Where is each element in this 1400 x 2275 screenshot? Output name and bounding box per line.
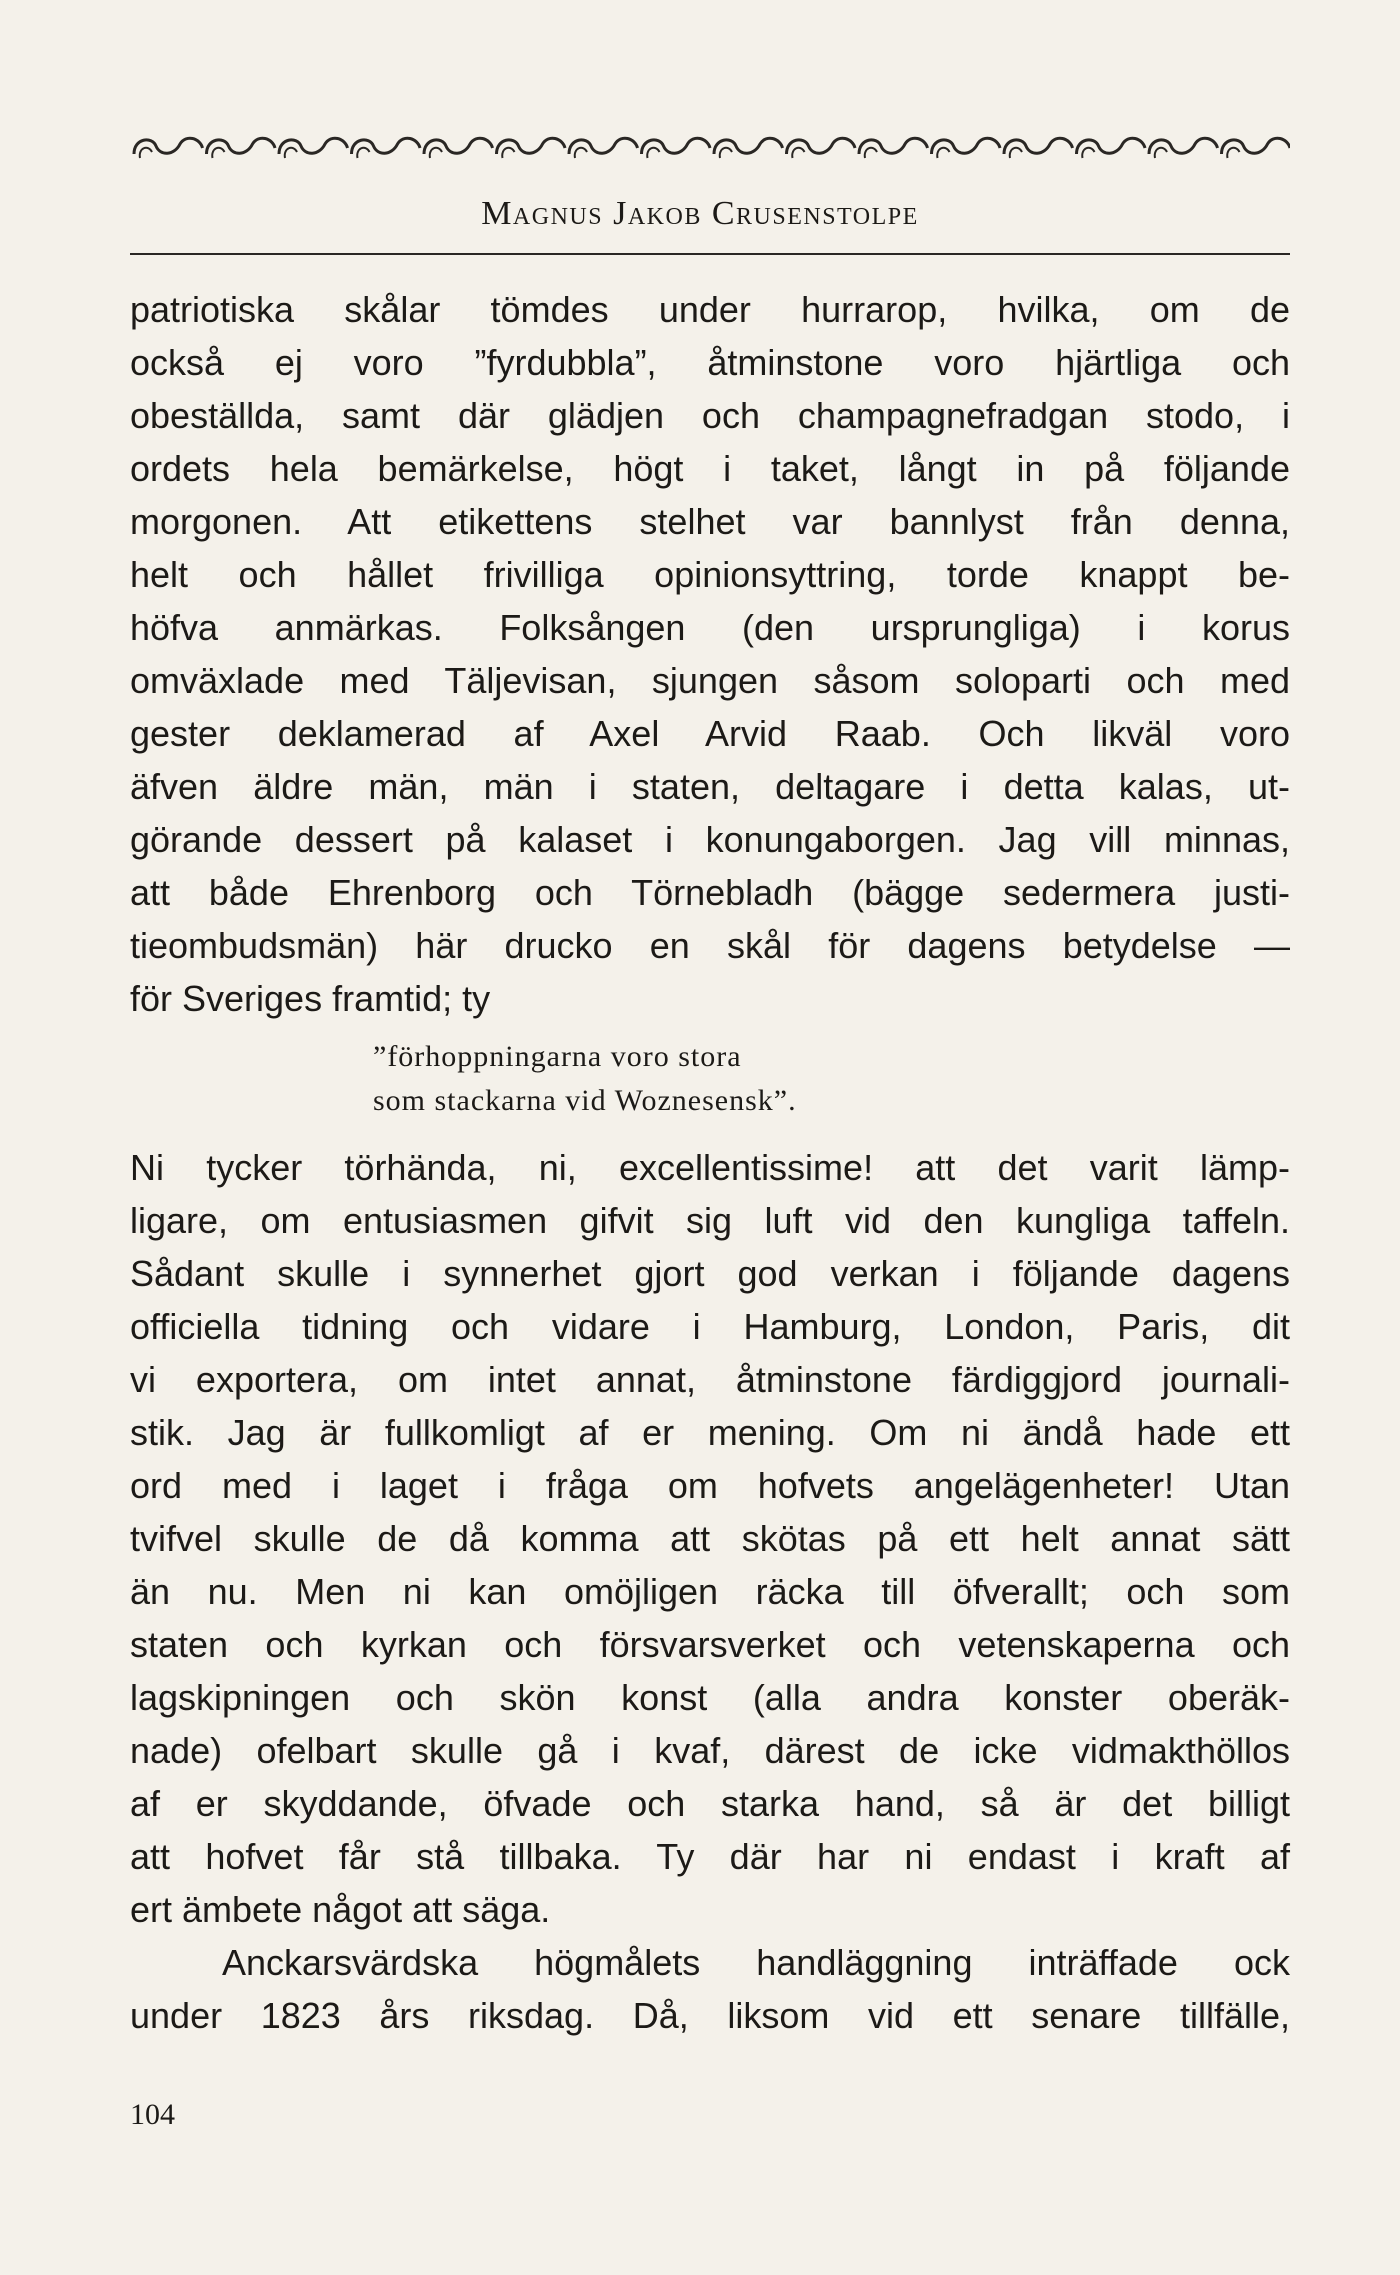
text-line: staten och kyrkan och försvarsverket och vetenskaperna och [130,1624,1290,1665]
scroll-segment [642,138,711,154]
text-line: äfven äldre män, män i staten, deltagare i detta kalas, ut- [130,766,1290,807]
text-line: att hofvet får stå tillbaka. Ty där har ni endast i kraft af [130,1836,1290,1877]
text-line: ligare, om entusiasmen gifvit sig luft vid den kungliga taffeln. [130,1200,1290,1241]
scroll-curl [430,148,442,158]
scroll-segment [134,138,203,154]
text-line: gester deklamerad af Axel Arvid Raab. Och likväl voro [130,713,1290,754]
text-line: nade) ofelbart skulle gå i kvaf, därest de icke vidmakthöllos [130,1730,1290,1771]
text-line: än nu. Men ni kan omöjligen räcka till öfverallt; och som [130,1571,1290,1612]
scroll-segment [932,138,1001,154]
text-line: Ni tycker törhända, ni, excellentissime! att det varit lämp- [130,1147,1290,1188]
scroll-segment [1222,138,1291,154]
text-line: obeställda, samt där glädjen och champagnefradgan stodo, i [130,395,1290,436]
scroll-segment [1149,138,1218,154]
scroll-curl [1227,148,1239,158]
scroll-segment [279,138,348,154]
scroll-segment [424,138,493,154]
page-number: 104 [130,2098,175,2131]
scroll-segment [714,138,783,154]
verse-quotation [130,1025,1290,1141]
text-line: omväxlade med Täljevisan, sjungen såsom soloparti och med [130,660,1290,701]
text-line: morgonen. Att etikettens stelhet var bannlyst från denna, [130,501,1290,542]
verse-line: ”förhoppningarna voro stora [373,1040,742,1073]
paragraph-2 [130,1141,1290,1936]
scroll-curl [502,148,514,158]
scroll-curl [647,148,659,158]
scroll-curl [720,148,732,158]
paragraph-3 [130,1936,1290,2042]
text-line: ert ämbete något att säga. [130,1889,551,1930]
text-line: vi exportera, om intet annat, åtminstone färdiggjord journali- [130,1359,1290,1400]
scroll-curl [212,148,224,158]
scroll-curl [1155,148,1167,158]
text-line: Sådant skulle i synnerhet gjort god verkan i följande dagens [130,1253,1290,1294]
text-line: ordets hela bemärkelse, högt i taket, långt in på följande [130,448,1290,489]
scroll-curl [1082,148,1094,158]
verse-line: som stackarna vid Woznesensk”. [373,1084,797,1117]
scroll-curl [937,148,949,158]
body-text [130,283,1290,2042]
header-rule [130,253,1290,255]
scroll-segment [352,138,421,154]
scroll-curl [865,148,877,158]
text-line: helt och hållet frivilliga opinionsyttring, torde knappt be- [130,554,1290,595]
scroll-segment [859,138,928,154]
text-line: görande dessert på kalaset i konungaborgen. Jag vill minnas, [130,819,1290,860]
text-line: tieombudsmän) här drucko en skål för dagens betydelse — [130,925,1290,966]
text-line: Anckarsvärdska högmålets handläggning inträffade ock [222,1942,1290,1983]
text-line: officiella tidning och vidare i Hamburg, London, Paris, dit [130,1306,1290,1347]
scroll-segment [787,138,856,154]
text-line: också ej voro ”fyrdubbla”, åtminstone voro hjärtliga och [130,342,1290,383]
scroll-segment [569,138,638,154]
scroll-curl [792,148,804,158]
text-line: ord med i laget i fråga om hofvets angelägenheter! Utan [130,1465,1290,1506]
text-line: patriotiska skålar tömdes under hurrarop, hvilka, om de [130,289,1290,330]
scroll-border-ornament-icon [130,130,1290,164]
text-line: af er skyddande, öfvade och starka hand, så är det billigt [130,1783,1290,1824]
scroll-curl [285,148,297,158]
text-line: för Sveriges framtid; ty [130,978,491,1019]
scroll-curl [357,148,369,158]
scroll-curl [140,148,152,158]
text-line: att både Ehrenborg och Törnebladh (bägge sedermera justi- [130,872,1290,913]
scroll-curl [1010,148,1022,158]
text-line: höfva anmärkas. Folksången (den ursprungliga) i korus [130,607,1290,648]
text-line: lagskipningen och skön konst (alla andra konster oberäk- [130,1677,1290,1718]
scroll-segment [1077,138,1146,154]
text-line: under 1823 års riksdag. Då, liksom vid ett senare tillfälle, [130,1995,1290,2036]
paragraph-1 [130,283,1290,1025]
scroll-segment [497,138,566,154]
scroll-curl [575,148,587,158]
scroll-segment [1004,138,1073,154]
scroll-segment [207,138,276,154]
text-line: tvifvel skulle de då komma att skötas på ett helt annat sätt [130,1518,1290,1559]
running-head-title: Magnus Jakob Crusenstolpe [481,195,919,232]
text-line: stik. Jag är fullkomligt af er mening. Om ni ändå hade ett [130,1412,1290,1453]
